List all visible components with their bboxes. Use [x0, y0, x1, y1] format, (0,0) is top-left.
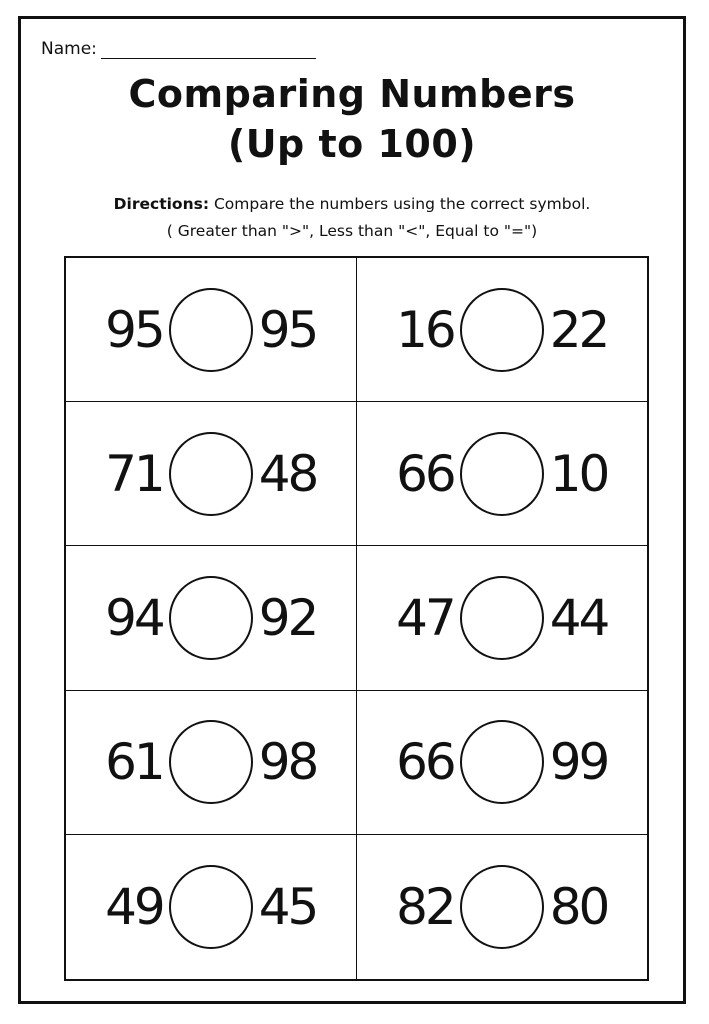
problem-cell — [357, 546, 648, 690]
left-number: 66 — [396, 733, 454, 792]
answer-circle[interactable] — [169, 288, 253, 372]
problem-cell — [66, 546, 357, 690]
name-blank-line[interactable] — [101, 42, 316, 59]
answer-circle[interactable] — [460, 432, 544, 516]
title-line-2: (Up to 100) — [227, 122, 477, 166]
answer-circle[interactable] — [460, 576, 544, 660]
left-number: 16 — [396, 300, 454, 359]
name-row — [41, 39, 316, 59]
name-label: Name: — [41, 39, 97, 59]
right-number: 44 — [549, 588, 608, 647]
directions-text: Compare the numbers using the correct symbol. — [213, 195, 591, 213]
problem-cell — [66, 402, 357, 546]
left-number: 94 — [105, 588, 163, 647]
problem-cell — [357, 835, 648, 979]
left-number: 61 — [105, 733, 163, 792]
right-number: 99 — [549, 733, 608, 792]
left-number: 47 — [396, 588, 454, 647]
title-line-1: Comparing Numbers — [128, 72, 576, 116]
left-number: 66 — [396, 444, 454, 503]
right-number: 98 — [258, 733, 317, 792]
right-number: 10 — [549, 444, 608, 503]
answer-circle[interactable] — [169, 432, 253, 516]
right-number: 22 — [549, 300, 608, 359]
left-number: 49 — [105, 877, 163, 936]
right-number: 80 — [549, 877, 608, 936]
right-number: 48 — [258, 444, 317, 503]
answer-circle[interactable] — [460, 288, 544, 372]
left-number: 71 — [105, 444, 163, 503]
left-number: 95 — [105, 300, 163, 359]
answer-circle[interactable] — [169, 576, 253, 660]
page-title — [21, 69, 683, 169]
problem-cell — [66, 691, 357, 835]
directions-options: ( Greater than ">", Less than "<", Equal to "=") — [166, 222, 538, 240]
problem-cell — [66, 835, 357, 979]
problem-cell — [66, 258, 357, 402]
problem-cell — [357, 402, 648, 546]
problem-cell — [357, 258, 648, 402]
right-number: 45 — [258, 877, 317, 936]
answer-circle[interactable] — [169, 865, 253, 949]
right-number: 95 — [258, 300, 317, 359]
directions-label: Directions: — [113, 195, 210, 213]
directions-line-1 — [21, 191, 683, 218]
problem-grid — [64, 256, 649, 981]
answer-circle[interactable] — [460, 865, 544, 949]
answer-circle[interactable] — [460, 720, 544, 804]
answer-circle[interactable] — [169, 720, 253, 804]
worksheet — [18, 16, 686, 1004]
left-number: 82 — [396, 877, 454, 936]
problem-cell — [357, 691, 648, 835]
right-number: 92 — [258, 588, 317, 647]
directions — [21, 191, 683, 245]
